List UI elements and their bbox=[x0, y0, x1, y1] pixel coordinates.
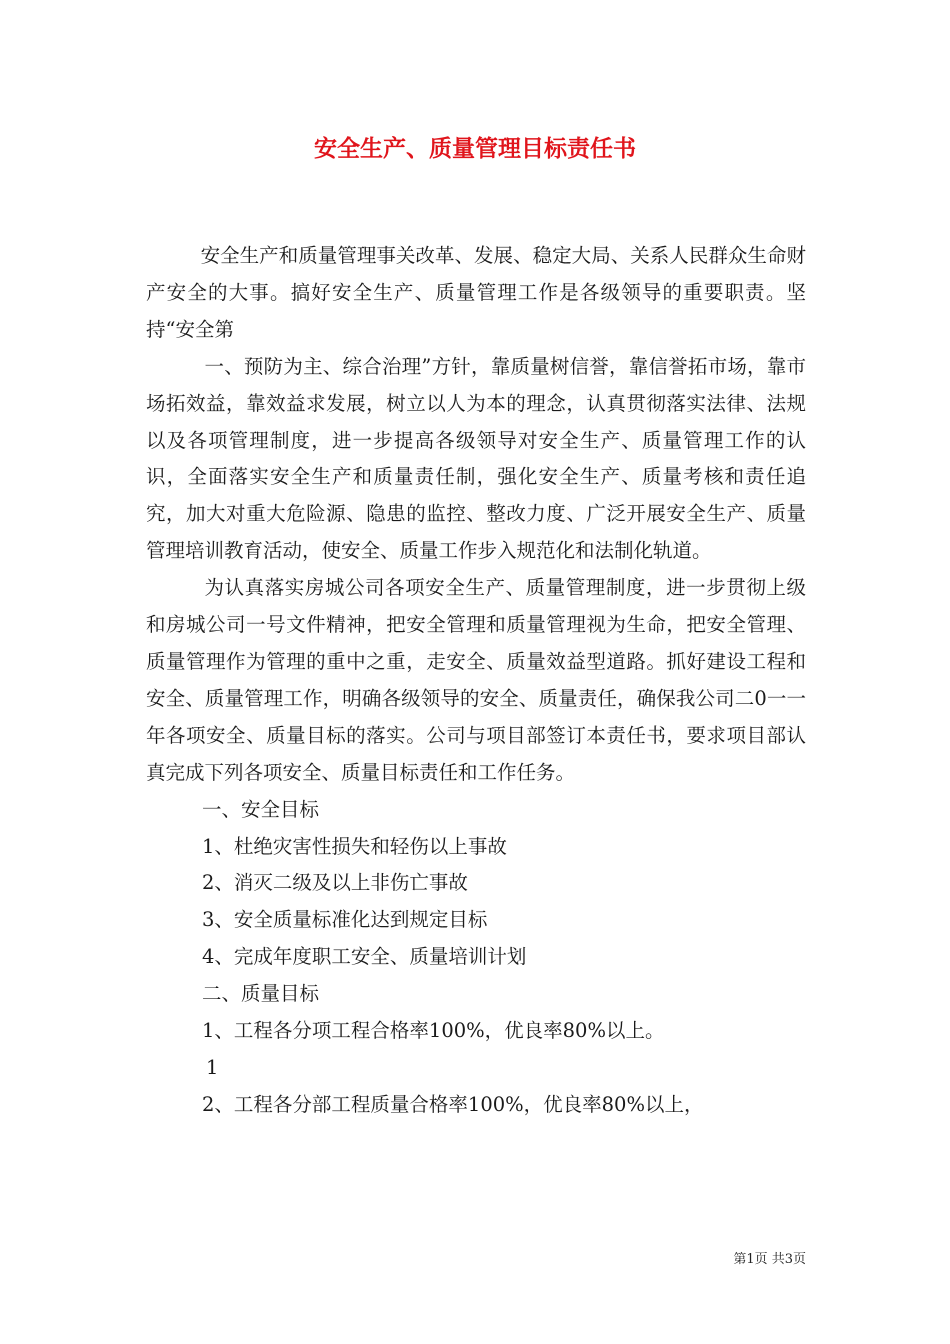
paragraph-policy: 一、预防为主、综合治理”方针，靠质量树信誉，靠信誉拓市场，靠市场拓效益，靠效益求发展，树立以人为本的理念，认真贯彻落实法律、法规以及各项管理制度，进一步提高各级领导对安全生产、质量管理工作的认识，全面落实安全生产和质量责任制，强化安全生产、质量考核和责任追究，加大对重大危险源、隐患的监控、整改力度、广泛开展安全生产、质量管理培训教育活动，使安全、质量工作步入规范化和法制化轨道。 bbox=[146, 354, 806, 563]
document-title: 安全生产、质量管理目标责任书 bbox=[314, 135, 636, 162]
safety-item-2: 2、消灭二级及以上非伤亡事故 bbox=[202, 871, 468, 895]
document-body bbox=[146, 238, 806, 1124]
safety-heading: 一、安全目标 bbox=[202, 797, 320, 821]
page-footer: 第1页 共3页 bbox=[733, 1252, 806, 1267]
paragraph-intro: 安全生产和质量管理事关改革、发展、稳定大局、关系人民群众生命财产安全的大事。搞好安全生产、质量管理工作是各级领导的重要职责。坚持“安全第 bbox=[146, 244, 806, 341]
safety-item-4: 4、完成年度职工安全、质量培训计划 bbox=[202, 945, 527, 969]
safety-item-3: 3、安全质量标准化达到规定目标 bbox=[202, 908, 488, 932]
page-marker: 1 bbox=[206, 1055, 219, 1079]
quality-heading: 二、质量目标 bbox=[202, 982, 320, 1006]
safety-item-1: 1、杜绝灾害性损失和轻伤以上事故 bbox=[202, 834, 507, 858]
quality-item-2: 2、工程各分部工程质量合格率100%，优良率80%以上， bbox=[202, 1092, 704, 1116]
paragraph-implementation: 为认真落实房城公司各项安全生产、质量管理制度，进一步贯彻上级和房城公司一号文件精神，把安全管理和质量管理视为生命，把安全管理、质量管理作为管理的重中之重，走安全、质量效益型道路。抓好建设工程和安全、质量管理工作，明确各级领导的安全、质量责任，确保我公司二0一一年各项安全、质量目标的落实。公司与项目部签订本责任书，要求项目部认真完成下列各项安全、质量目标责任和工作任务。 bbox=[146, 576, 806, 784]
quality-item-1: 1、工程各分项工程合格率100%，优良率80%以上。 bbox=[202, 1019, 665, 1043]
